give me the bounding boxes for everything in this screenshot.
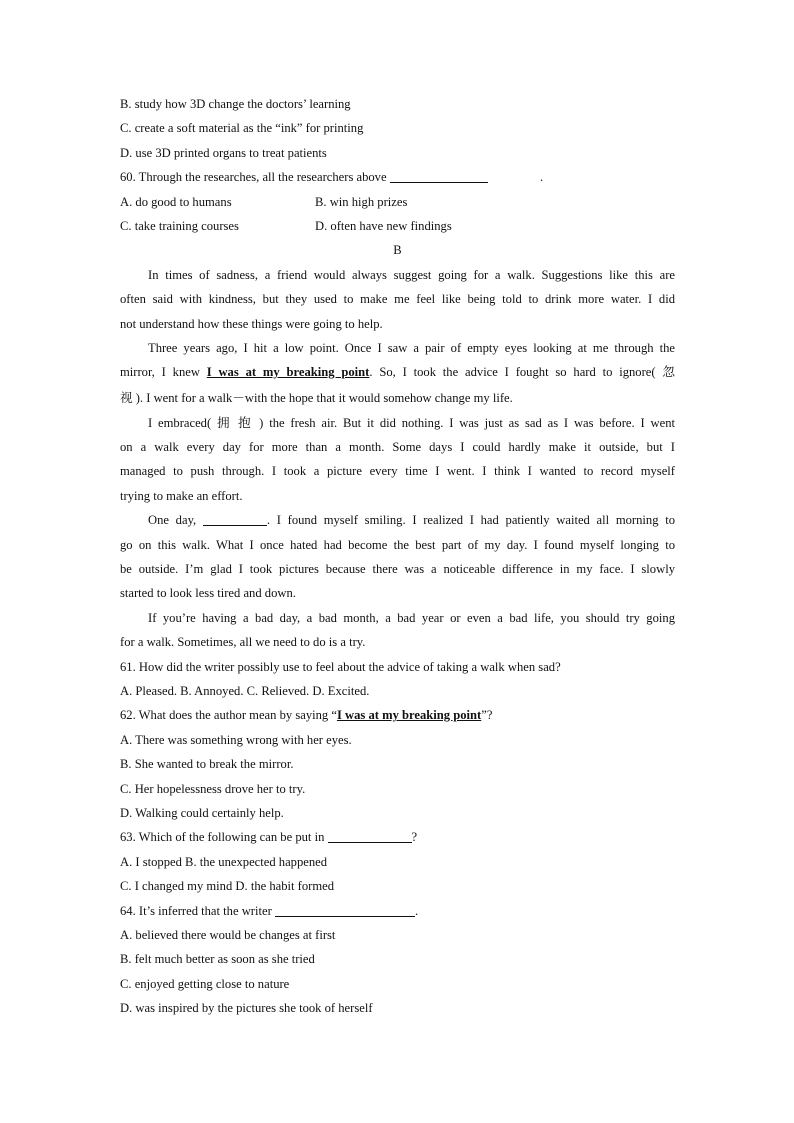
prev-option-b: B. study how 3D change the doctors’ learning bbox=[120, 97, 351, 111]
passage-p3-line3: managed to push through. I took a picture every time I went. I think I wanted to record myself bbox=[120, 464, 675, 479]
passage-p3-line4: trying to make an effort. bbox=[120, 488, 243, 503]
answer-blank-60[interactable] bbox=[390, 168, 488, 183]
passage-p4-line4: started to look less tired and down. bbox=[120, 586, 296, 601]
question-62-stem bbox=[120, 703, 675, 727]
passage-p4-line1-pre: One day, bbox=[148, 513, 197, 528]
question-61-stem: 61. How did the writer possibly use to feel about the advice of taking a walk when sad? bbox=[120, 659, 561, 674]
question-62-stem-pre: 62. What does the author mean by saying “ bbox=[120, 708, 337, 723]
breaking-point-phrase: I was at my breaking point bbox=[206, 365, 370, 380]
option-64-a: A. believed there would be changes at first bbox=[120, 927, 336, 942]
passage-p1-line3: not understand how these things were going to help. bbox=[120, 316, 383, 331]
passage-p2-line3: 视 ). I went for a walk－with the hope that it would somehow change my life. bbox=[120, 390, 513, 405]
question-60 bbox=[120, 165, 675, 189]
option-62-a: A. There was something wrong with her eyes. bbox=[120, 732, 352, 747]
question-60-stem: 60. Through the researches, all the researchers above bbox=[120, 170, 387, 185]
question-60-options-ab bbox=[120, 190, 675, 214]
option-64-b: B. felt much better as soon as she tried bbox=[120, 952, 315, 967]
passage-p1-line2: often said with kindness, but they used to make me feel like being told to drink more water. I did bbox=[120, 292, 675, 307]
option-62-b: B. She wanted to break the mirror. bbox=[120, 757, 294, 772]
question-63-options-ab: A. I stopped B. the unexpected happened bbox=[120, 854, 328, 869]
option-62-c: C. Her hopelessness drove her to try. bbox=[120, 781, 306, 796]
question-63-stem bbox=[120, 825, 675, 849]
passage-p5-line1: If you’re having a bad day, a bad month, a bad year or even a bad life, you should try going bbox=[148, 610, 675, 625]
passage-blank[interactable] bbox=[203, 511, 267, 526]
passage-p2-line1: Three years ago, I hit a low point. Once I saw a pair of empty eyes looking at me through the bbox=[148, 340, 675, 355]
option-60-c: C. take training courses bbox=[120, 218, 239, 233]
question-62-quoted-phrase: I was at my breaking point bbox=[336, 708, 482, 723]
question-64-stem-post: . bbox=[414, 903, 419, 918]
option-60-d: D. often have new findings bbox=[315, 218, 452, 233]
passage-p3-line2: on a walk every day for more than a month. Some days I could hardly make it outside, but I bbox=[120, 440, 675, 455]
prev-option-c: C. create a soft material as the “ink” for printing bbox=[120, 121, 364, 136]
prev-option-d: D. use 3D printed organs to treat patients bbox=[120, 145, 327, 160]
answer-blank-64[interactable] bbox=[275, 902, 415, 917]
option-64-d: D. was inspired by the pictures she took of herself bbox=[120, 1001, 373, 1016]
passage-p4-line2: go on this walk. What I once hated had become the best part of my day. I found myself longing to bbox=[120, 537, 675, 552]
question-61-options: A. Pleased. B. Annoyed. C. Relieved. D. Excited. bbox=[120, 683, 370, 698]
section-title: B bbox=[393, 243, 402, 258]
passage-p5-line2: for a walk. Sometimes, all we need to do is a try. bbox=[120, 635, 366, 650]
option-60-b: B. win high prizes bbox=[315, 194, 408, 209]
question-63-options-cd: C. I changed my mind D. the habit formed bbox=[120, 879, 335, 894]
passage-p2-line2 bbox=[120, 360, 675, 384]
passage-p1-line1: In times of sadness, a friend would always suggest going for a walk. Suggestions like this are bbox=[148, 267, 675, 282]
passage-p4-line3: be outside. I’m glad I took pictures because there was a noticeable difference in my face. I slowly bbox=[120, 562, 675, 577]
question-62-stem-post: ”? bbox=[481, 708, 493, 723]
question-63-stem-post: ? bbox=[411, 830, 418, 845]
question-64-stem bbox=[120, 899, 675, 923]
option-62-d: D. Walking could certainly help. bbox=[120, 805, 284, 820]
question-60-tail: . bbox=[540, 170, 544, 185]
passage-p2-line2-post: . So, I took the advice I fought so hard to ignore( 忽 bbox=[369, 365, 675, 380]
passage-p3-line1: I embraced( 拥 抱 ) the fresh air. But it did nothing. I was just as sad as I was before. I went bbox=[148, 415, 675, 430]
option-64-c: C. enjoyed getting close to nature bbox=[120, 976, 290, 991]
question-60-options-cd bbox=[120, 214, 675, 238]
option-60-a: A. do good to humans bbox=[120, 194, 232, 209]
question-64-stem-pre: 64. It’s inferred that the writer bbox=[120, 903, 272, 918]
passage-p4-line1-post: . I found myself smiling. I realized I had patiently waited all morning to bbox=[266, 513, 675, 528]
exam-page bbox=[120, 92, 675, 1020]
passage-p4-line1 bbox=[120, 508, 675, 532]
passage-p2-line2-pre: mirror, I knew bbox=[120, 365, 200, 380]
answer-blank-63[interactable] bbox=[328, 828, 412, 843]
question-63-stem-pre: 63. Which of the following can be put in bbox=[120, 830, 325, 845]
